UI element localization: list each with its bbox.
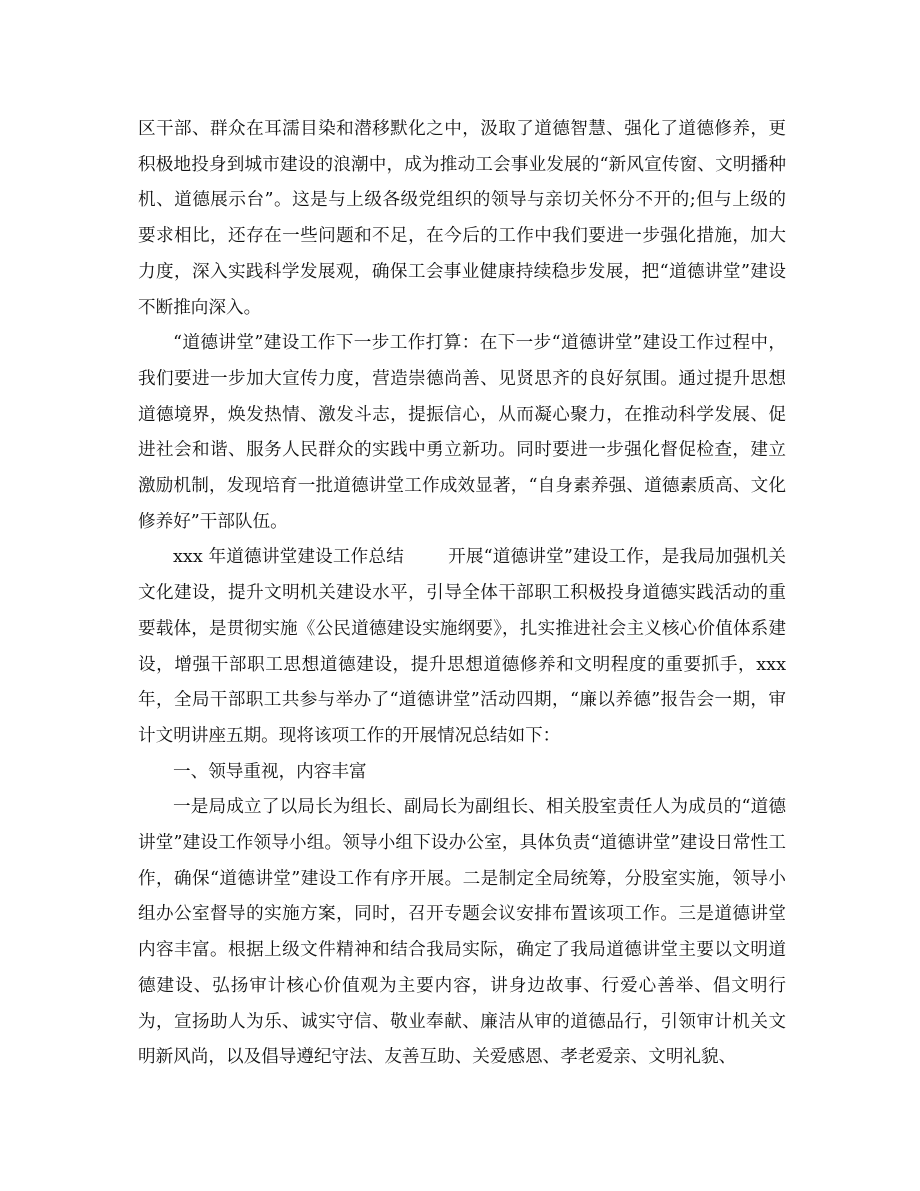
paragraph-summary-intro xyxy=(138,540,786,754)
section-heading-leadership: 一、领导重视，内容丰富 xyxy=(173,761,367,782)
summary-intro-text: 开展“道德讲堂”建设工作，是我局加强机关文化建设，提升文明机关建设水平，引导全体干部职工积极投身道德实践活动的重要载体，是贯彻实施《公民道德建设实施纲要》，扎实推进社会主义核心价值体系建设，增强干部职工思想道德建设，提升思想道德修养和文明程度的重要抓手，xxx 年，全局干部职工共参与举办了“道德讲堂”活动四期，“廉以养德”报告会一期，审计文明讲座五期。现将该项工作的开展情况总结如下： xyxy=(138,547,786,746)
document-body xyxy=(138,112,786,1076)
paragraph-next-step-plan: “道德讲堂”建设工作下一步工作打算：在下一步“道德讲堂”建设工作过程中，我们要进一步加大宣传力度，营造崇德尚善、见贤思齐的良好氛围。通过提升思想道德境界，焕发热情、激发斗志，提振信心，从而凝心聚力，在推动科学发展、促进社会和谐、服务人民群众的实践中勇立新功。同时要进一步强化督促检查，建立激励机制，发现培育一批道德讲堂工作成效显著，“自身素养强、道德素质高、文化修养好”干部队伍。 xyxy=(138,333,786,532)
paragraph-continuation: 区干部、群众在耳濡目染和潜移默化之中，汲取了道德智慧、强化了道德修养，更积极地投身到城市建设的浪潮中，成为推动工会事业发展的“新风宣传窗、文明播种机、道德展示台”。这是与上级各级党组织的领导与亲切关怀分不开的;但与上级的要求相比，还存在一些问题和不足，在今后的工作中我们要进一步强化措施，加大力度，深入实践科学发展观，确保工会事业健康持续稳步发展，把“道德讲堂”建设不断推向深入。 xyxy=(138,119,786,318)
summary-title: xxx 年道德讲堂建设工作总结 xyxy=(173,547,404,568)
paragraph-leadership-details: 一是局成立了以局长为组长、副局长为副组长、相关股室责任人为成员的“道德讲堂”建设工作领导小组。领导小组下设办公室，具体负责“道德讲堂”建设日常性工作，确保“道德讲堂”建设工作有序开展。二是制定全局统筹，分股室实施，领导小组办公室督导的实施方案，同时，召开专题会议安排布置该项工作。三是道德讲堂内容丰富。根据上级文件精神和结合我局实际，确定了我局道德讲堂主要以文明道德建设、弘扬审计核心价值观为主要内容，讲身边故事、行爱心善举、倡文明行为，宣扬助人为乐、诚实守信、敬业奉献、廉洁从审的道德品行，引领审计机关文明新风尚，以及倡导遵纪守法、友善互助、关爱感恩、孝老爱亲、文明礼貌、 xyxy=(138,797,786,1068)
